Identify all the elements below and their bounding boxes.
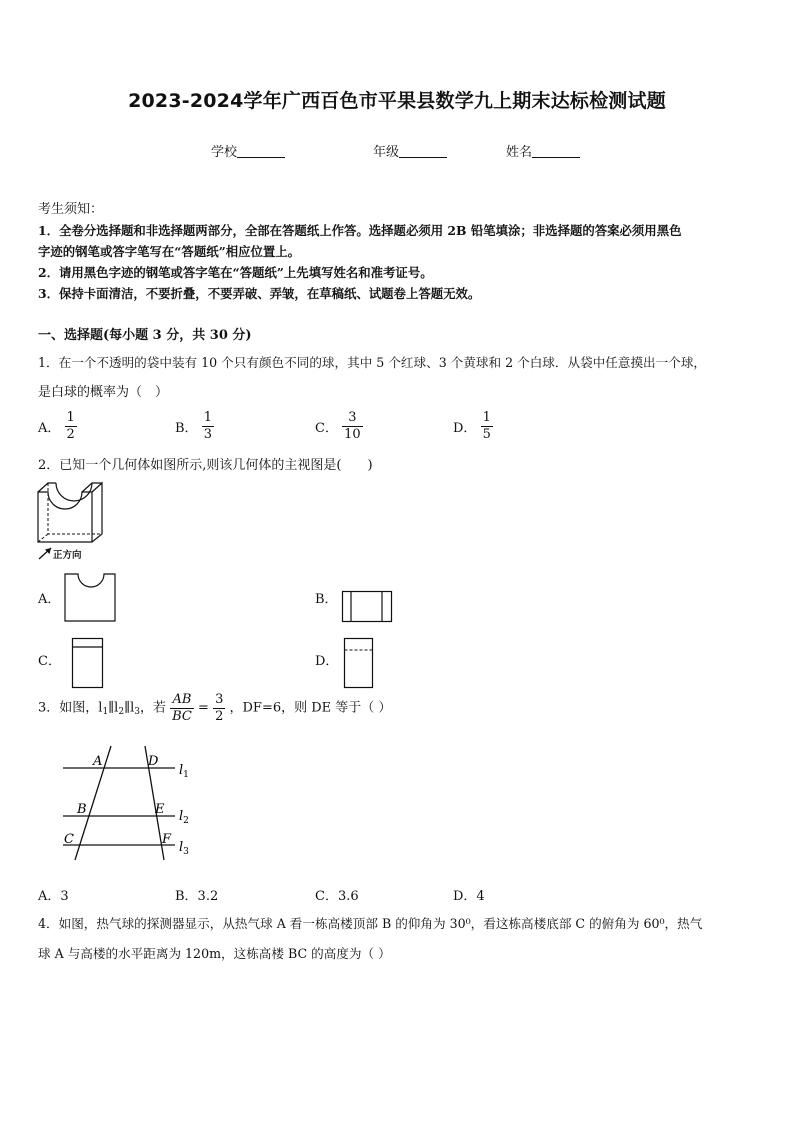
point-b-label: B <box>77 802 87 817</box>
q1-option-c-fraction: $\frac{3}{10}$ <box>344 410 361 442</box>
q2-option-b-figure[interactable] <box>341 590 395 624</box>
q3-stem: 3．如图，l1∥l2∥l3，若 $\frac{AB}{BC}$ = $\frac{3}{2}$ ，DF=6，则 DE 等于（ ） <box>38 692 392 724</box>
page-title: 2023-2024学年广西百色市平果县数学九上期末达标检测试题 <box>128 90 666 112</box>
q3-ratio-fraction: $\frac{AB}{BC}$ <box>172 692 192 724</box>
q4-stem: 4．如图，热气球的探测器显示，从热气球 A 看一栋高楼顶部 B 的仰角为 30⁰，看这栋高楼底部 C 的俯角为 60⁰，热气 <box>38 916 703 931</box>
q1-option-a-label: A． <box>38 421 61 436</box>
q2-option-c-label[interactable]: C． <box>38 654 61 669</box>
point-a-label: A <box>93 754 103 769</box>
q2-option-d-label[interactable]: D． <box>315 654 339 669</box>
school-field[interactable] <box>211 141 285 160</box>
q3-option-b[interactable]: B．3.2 <box>175 889 219 904</box>
point-d-label: D <box>148 754 159 769</box>
direction-label: 正方向 <box>53 550 82 561</box>
school-label: 学校 <box>211 145 238 160</box>
q1-stem-cont: 是白球的概率为（ ） <box>38 385 169 400</box>
q4-stem-cont: 球 A 与高楼的水平距离为 120m，这栋高楼 BC 的高度为（ ） <box>38 946 391 961</box>
q1-option-a[interactable] <box>38 410 77 443</box>
q2-stem: 2．已知一个几何体如图所示,则该几何体的主视图是( ) <box>38 458 373 473</box>
notice-item-1: 1．全卷分选择题和非选择题两部分，全部在答题纸上作答。选择题必须用 2B 铅笔填涂；非选择题的答案必须用黑色 <box>38 223 682 238</box>
point-f-label: F <box>162 832 172 847</box>
q2-option-a-label[interactable]: A． <box>38 592 61 607</box>
notice-item-2: 2．请用黑色字迹的钢笔或答字笔在“答题纸”上先填写姓名和准考证号。 <box>38 265 433 280</box>
point-c-label: C <box>64 832 74 847</box>
grade-field[interactable] <box>373 141 447 160</box>
line-l2-label: $l_2$ <box>179 809 189 826</box>
section-heading: 一、选择题(每小题 3 分，共 30 分) <box>38 328 252 343</box>
q1-option-b-label: B． <box>175 421 198 436</box>
line-l3-label: $l_3$ <box>179 840 189 857</box>
notice-item-1-cont: 字迹的钢笔或答字笔写在“答题纸”相应位置上。 <box>38 244 301 259</box>
grade-label: 年级 <box>373 145 400 160</box>
q3-parallel-lines-figure <box>55 740 205 864</box>
point-e-label: E <box>155 802 165 817</box>
q2-option-a-figure[interactable] <box>64 571 118 623</box>
name-blank[interactable] <box>532 145 580 158</box>
q1-option-d-fraction: $\frac{1}{5}$ <box>482 410 491 442</box>
q2-solid-figure <box>34 480 114 564</box>
q1-option-d[interactable] <box>453 410 493 443</box>
q2-option-b-label[interactable]: B． <box>315 592 338 607</box>
line-l1-label: $l_1$ <box>179 763 189 780</box>
q1-option-a-fraction: $\frac{1}{2}$ <box>66 410 75 442</box>
name-field[interactable] <box>506 141 580 160</box>
q2-option-d-figure[interactable] <box>343 637 377 691</box>
notice-item-3: 3．保持卡面清洁，不要折叠，不要弄破、弄皱，在草稿纸、试题卷上答题无效。 <box>38 286 481 301</box>
q1-option-b[interactable] <box>175 410 214 443</box>
notice-heading: 考生须知： <box>38 202 104 217</box>
name-label: 姓名 <box>506 145 533 160</box>
q1-option-c[interactable] <box>315 410 363 443</box>
q1-option-b-fraction: $\frac{1}{3}$ <box>203 410 212 442</box>
school-blank[interactable] <box>237 145 285 158</box>
q1-stem: 1．在一个不透明的袋中装有 10 个只有颜色不同的球，其中 5 个红球、3 个黄球和 2 个白球．从袋中任意摸出一个球， <box>38 355 707 370</box>
q3-option-c[interactable]: C．3.6 <box>315 889 359 904</box>
grade-blank[interactable] <box>399 145 447 158</box>
q1-option-d-label: D． <box>453 421 477 436</box>
q1-option-c-label: C． <box>315 421 338 436</box>
q2-option-c-figure[interactable] <box>71 637 105 691</box>
q3-option-d[interactable]: D．4 <box>453 889 485 904</box>
q3-option-a[interactable]: A．3 <box>38 889 69 904</box>
q3-value-fraction: $\frac{3}{2}$ <box>215 692 224 724</box>
